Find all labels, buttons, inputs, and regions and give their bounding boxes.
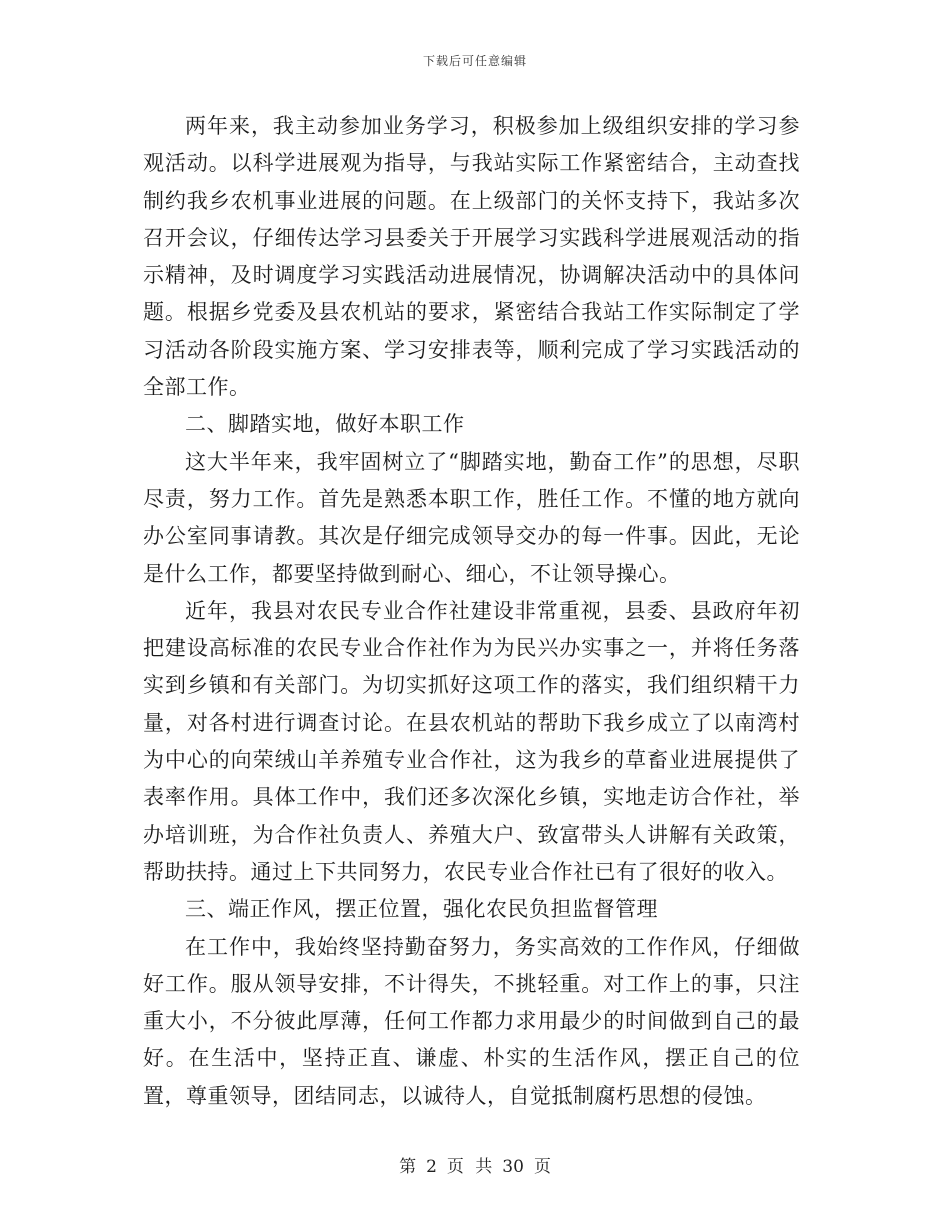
footer-middle: 页 共: [446, 1157, 493, 1177]
paragraph-duty: 这大半年来，我牢固树立了“脚踏实地，勤奋工作”的思想，尽职尽责，努力工作。首先是熟悉本职工作，胜任工作。不懂的地方就向办公室同事请教。其次是仔细完成领导交办的每一件事。因此，无论是什么工作，都要坚持做到耐心、细心，不让领导操心。: [143, 449, 800, 586]
section-heading-2: 二、脚踏实地，做好本职工作: [185, 412, 465, 437]
section-heading-3: 三、端正作风，摆正位置，强化农民负担监督管理: [185, 897, 658, 922]
page-footer: [0, 1152, 950, 1177]
paragraph-study: 两年来，我主动参加业务学习，积极参加上级组织安排的学习参观活动。以科学进展观为指导，与我站实际工作紧密结合，主动查找制约我乡农机事业进展的问题。在上级部门的关怀支持下，我站多次召开会议，仔细传达学习县委关于开展学习实践科学进展观活动的指示精神，及时调度学习实践活动进展情况，协调解决活动中的具体问题。根据乡党委及县农机站的要求，紧密结合我站工作实际制定了学习活动各阶段实施方案、学习安排表等，顺利完成了学习实践活动的全部工作。: [143, 114, 800, 400]
footer-prefix: 第: [399, 1157, 417, 1177]
page-header: 下载后可任意编辑: [422, 54, 527, 68]
paragraph-cooperative: 近年，我县对农民专业合作社建设非常重视，县委、县政府年初把建设高标准的农民专业合作社作为为民兴办实事之一，并将任务落实到乡镇和有关部门。为切实抓好这项工作的落实，我们组织精干力量，对各村进行调查讨论。在县农机站的帮助下我乡成立了以南湾村为中心的向荣绒山羊养殖专业合作社，这为我乡的草畜业进展提供了表率作用。具体工作中，我们还多次深化乡镇，实地走访合作社，举办培训班，为合作社负责人、养殖大户、致富带头人讲解有关政策，帮助扶持。通过上下共同努力，农民专业合作社已有了很好的收入。: [143, 598, 800, 884]
paragraph-work-style: 在工作中，我始终坚持勤奋努力，务实高效的工作作风，仔细做好工作。服从领导安排，不计得失，不挑轻重。对工作上的事，只注重大小，不分彼此厚薄，任何工作都力求用最少的时间做到自己的最好。在生活中，坚持正直、谦虚、朴实的生活作风，摆正自己的位置，尊重领导，团结同志，以诚待人，自觉抵制腐朽思想的侵蚀。: [143, 934, 800, 1108]
document-body: [143, 108, 800, 1115]
page-number-total: 30: [502, 1157, 524, 1177]
footer-suffix: 页: [533, 1157, 551, 1177]
page-number-current: 2: [426, 1157, 437, 1177]
